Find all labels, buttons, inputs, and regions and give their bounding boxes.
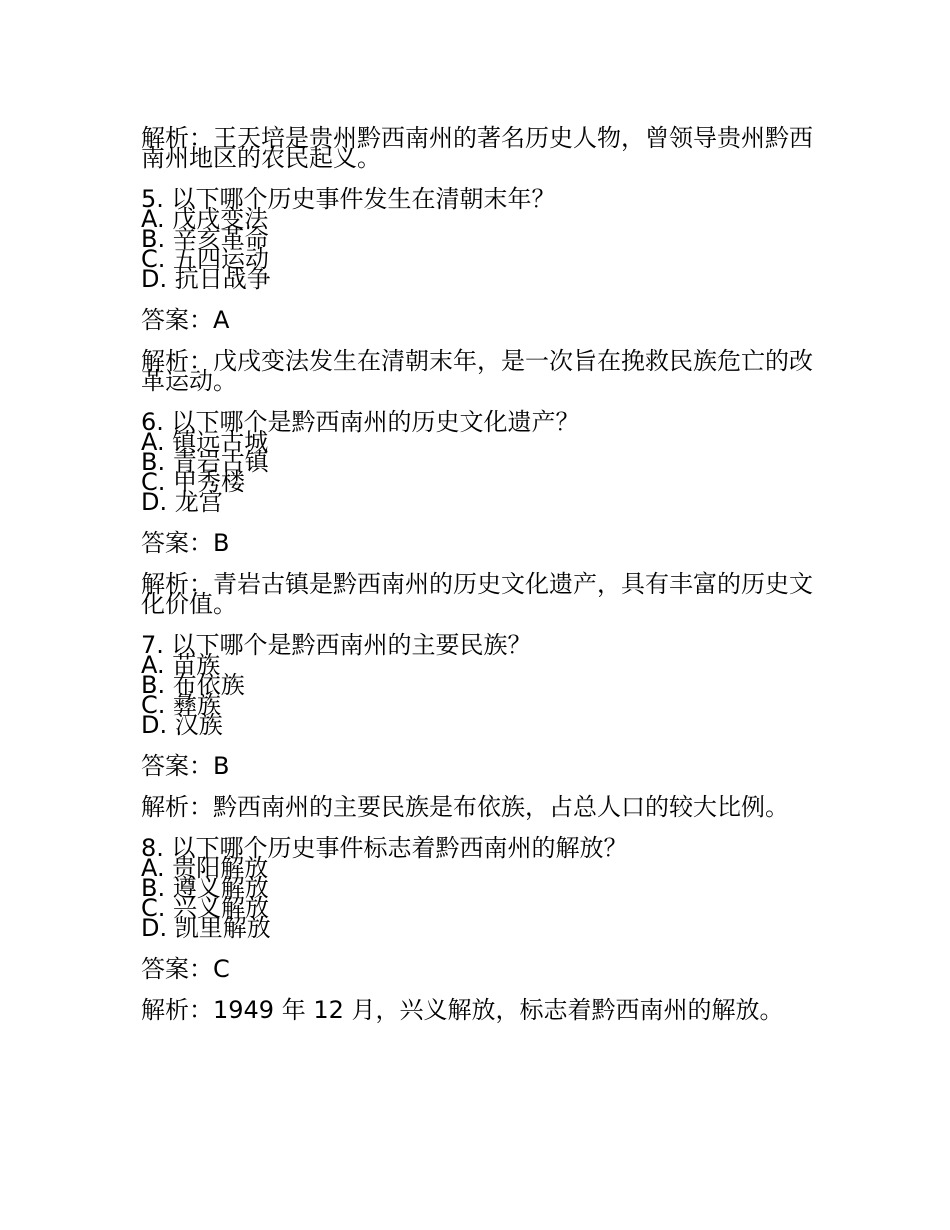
option-d: D. 凯里解放	[141, 914, 271, 942]
option-a: A. 镇远古城	[141, 428, 269, 456]
answer-text: 答案：B	[141, 752, 230, 780]
option-b: B. 遵义解放	[141, 874, 269, 902]
option-a: A. 贵阳解放	[141, 854, 269, 882]
option-b: B. 辛亥革命	[141, 225, 269, 253]
question-block-6	[141, 408, 813, 618]
option-d: D. 抗日战争	[141, 265, 271, 293]
answer-text: 答案：C	[141, 955, 230, 983]
option-c: C. 兴义解放	[141, 894, 270, 922]
option-c: C. 五四运动	[141, 245, 270, 273]
document-body	[141, 124, 813, 1041]
option-d: D. 汉族	[141, 711, 223, 739]
explanation-text: 解析：青岩古镇是黔西南州的历史文化遗产，具有丰富的历史文化价值。	[141, 570, 813, 618]
question-text: 7. 以下哪个是黔西南州的主要民族？	[141, 631, 532, 659]
option-a: A. 苗族	[141, 651, 221, 679]
option-b: B. 布依族	[141, 671, 245, 699]
option-d: D. 龙宫	[141, 488, 223, 516]
question-block-5	[141, 185, 813, 395]
explanation-text: 解析：王天培是贵州黔西南州的著名历史人物，曾领导贵州黔西南州地区的农民起义。	[141, 124, 813, 172]
question-text: 6. 以下哪个是黔西南州的历史文化遗产？	[141, 408, 580, 436]
explanation-text: 解析：1949 年 12 月，兴义解放，标志着黔西南州的解放。	[141, 996, 784, 1024]
question-text: 5. 以下哪个历史事件发生在清朝末年？	[141, 185, 556, 213]
question-block-8	[141, 834, 813, 1024]
answer-text: 答案：A	[141, 306, 230, 334]
explanation-text: 解析：戊戌变法发生在清朝末年，是一次旨在挽救民族危亡的改革运动。	[141, 347, 813, 395]
question-text: 8. 以下哪个历史事件标志着黔西南州的解放？	[141, 834, 628, 862]
option-a: A. 戊戌变法	[141, 205, 269, 233]
option-c: C. 甲秀楼	[141, 468, 246, 496]
option-c: C. 彝族	[141, 691, 222, 719]
option-b: B. 青岩古镇	[141, 448, 269, 476]
explanation-text: 解析：黔西南州的主要民族是布依族，占总人口的较大比例。	[141, 793, 789, 821]
question-block-7	[141, 631, 813, 821]
answer-text: 答案：B	[141, 529, 230, 557]
